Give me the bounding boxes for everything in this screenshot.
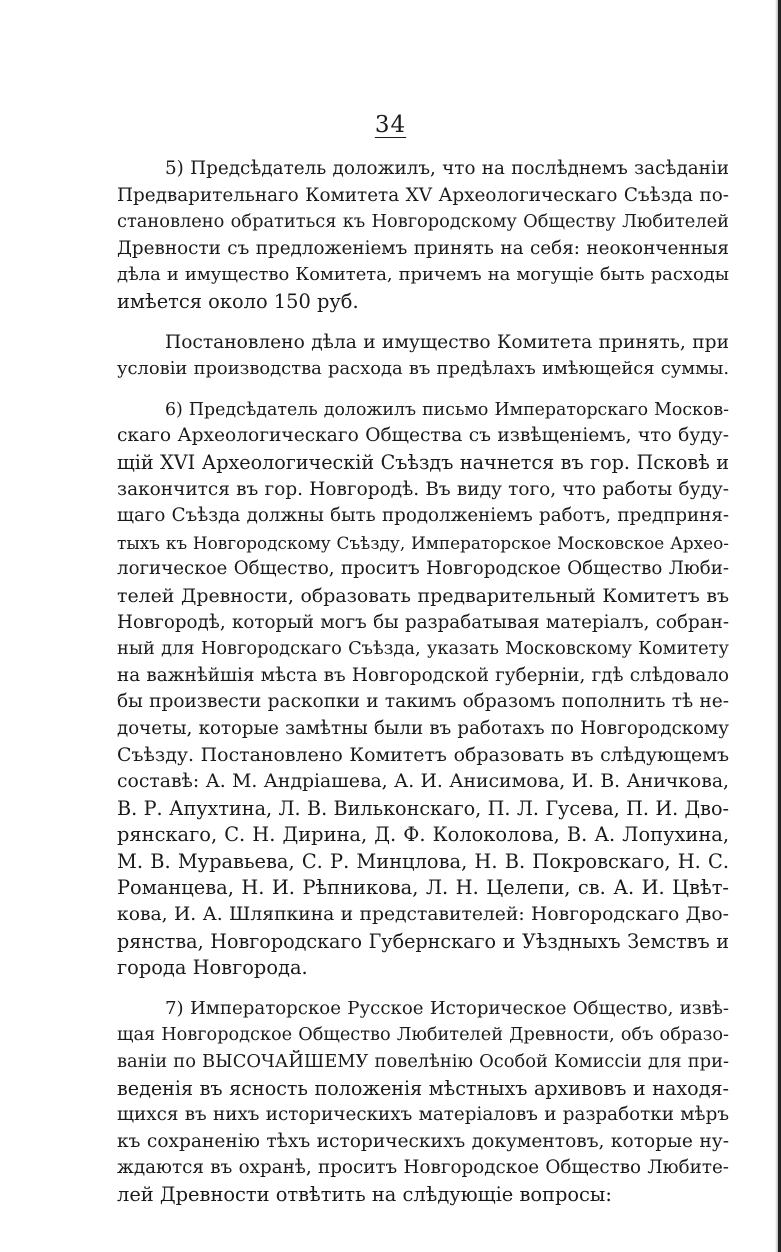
text-line: бы произвести раскопки и такимъ образомъ пополнить тѣ не- <box>117 691 729 713</box>
text-line: лей Древности отвѣтить на слѣдующіе вопросы: <box>117 1182 612 1206</box>
text-line: 5) Предсѣдатель доложилъ, что на послѣднемъ засѣданіи <box>165 158 729 179</box>
text-line: на важнѣйшія мѣста въ Новгородской губерніи, гдѣ слѣдовало <box>117 664 729 686</box>
text-line: В. Р. Апухтина, Л. В. Вильконскаго, П. Л. Гусева, П. И. Дво- <box>117 796 729 820</box>
text-line: скаго Археологическаго Общества съ извѣщеніемъ, что буду- <box>117 425 729 447</box>
text-line: ный для Новгородскаго Съѣзда, указать Московскому Комитету <box>117 638 729 660</box>
text-line: имѣется около 150 руб. <box>117 289 359 313</box>
paragraph-7 <box>117 996 729 1209</box>
text-line: рянства, Новгородскаго Губернскаго и Уѣздныхъ Земствъ и <box>117 929 729 953</box>
paragraph-6 <box>117 397 729 982</box>
text-line: условіи производства расхода въ предѣлахъ имѣющейся суммы. <box>117 358 729 380</box>
text-line: 6) Предсѣдатель доложилъ письмо Императорскаго Москов- <box>165 399 729 420</box>
text-line: Романцева, Н. И. Рѣпникова, Л. Н. Целепи, св. А. И. Цвѣт- <box>117 876 729 900</box>
paragraph-resolution <box>117 330 729 383</box>
text-line: щихся въ нихъ историческихъ матеріаловъ и разработки мѣръ <box>117 1104 729 1126</box>
text-line: дочеты, которые замѣтны были въ работахъ по Новгородскому <box>117 717 729 739</box>
text-line: становлено обратиться къ Новгородскому Обществу Любителей <box>117 211 729 233</box>
text-line: закончится въ гор. Новгородѣ. Въ виду того, что работы буду- <box>117 478 729 500</box>
text-line: тыхъ къ Новгородскому Съѣзду, Императорское Московское Архео- <box>117 532 729 553</box>
text-line: Новгородѣ, который могъ бы разрабатывая матеріалъ, собран- <box>117 611 729 633</box>
text-line: щій XVI Археологическій Съѣздъ начнется въ гор. Псковѣ и <box>117 450 729 474</box>
text-line: къ сохраненію тѣхъ историческихъ документовъ, которые ну- <box>117 1130 729 1152</box>
text-line: Древности съ предложеніемъ принять на себя: неоконченныя <box>117 237 729 259</box>
body-text <box>117 156 729 1223</box>
text-line: города Новгорода. <box>117 956 308 980</box>
paragraph-5 <box>117 156 729 316</box>
text-line: Съѣзду. Постановлено Комитетъ образовать въ слѣдующемъ <box>117 744 729 767</box>
text-line: рянскаго, С. Н. Дирина, Д. Ф. Колоколова, В. А. Лопухина, <box>117 823 729 847</box>
text-line: логическое Общество, проситъ Новгородское Общество Люби- <box>117 558 729 580</box>
text-line: 7) Императорское Русское Историческое Общество, извѣ- <box>165 997 729 1019</box>
text-line: щая Новгородское Общество Любителей Древности, объ образо- <box>117 1025 729 1046</box>
text-line: щаго Съѣзда должны быть продолженіемъ работъ, предприня- <box>117 505 729 527</box>
text-line: Предварительнаго Комитета XV Археологическаго Съѣзда по- <box>117 184 729 206</box>
text-line: ваніи по ВЫСОЧАЙШЕМУ повелѣнію Особой Комиссіи для при- <box>117 1051 729 1072</box>
text-line: М. В. Муравьева, С. Р. Минцлова, Н. В. Покровскаго, Н. С. <box>117 849 729 873</box>
page-number: 34 <box>374 112 407 138</box>
text-line: кова, И. А. Шляпкина и представителей: Новгородскаго Дво- <box>117 904 729 926</box>
text-line: веденія въ ясность положенія мѣстныхъ архивовъ и находя- <box>117 1076 729 1100</box>
text-line: Постановлено дѣла и имущество Комитета принять, при <box>165 331 729 353</box>
text-line: дѣла и имущество Комитета, причемъ на могущіе быть расходы <box>117 264 729 286</box>
text-line: ждаются въ охранѣ, проситъ Новгородское Общество Любите- <box>117 1157 729 1179</box>
text-line: телей Древности, образовать предварительный Комитетъ въ <box>117 584 729 607</box>
text-line: составѣ: А. М. Андріашева, А. И. Анисимова, И. В. Аничкова, <box>117 771 729 793</box>
